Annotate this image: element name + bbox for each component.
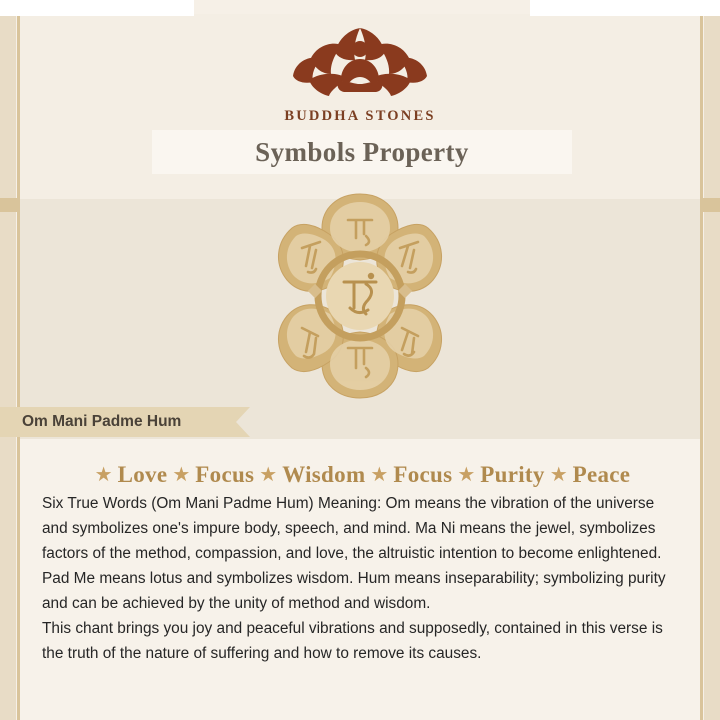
star-icon: ★	[457, 464, 476, 486]
star-icon: ★	[172, 464, 191, 486]
brand-name: BUDDHA STONES	[284, 108, 436, 124]
mantra-tag-label: Om Mani Padme Hum	[22, 413, 182, 430]
left-notch-accent	[0, 198, 17, 212]
keyword-focus-1: Focus	[195, 462, 255, 487]
top-left-corner-accent	[0, 0, 194, 16]
star-icon: ★	[370, 464, 389, 486]
top-right-corner-accent	[530, 0, 720, 16]
star-icon: ★	[259, 464, 278, 486]
right-notch-accent	[703, 198, 720, 212]
star-icon: ★	[549, 464, 568, 486]
brand-logo	[0, 22, 720, 125]
body-paragraph-1: Six True Words (Om Mani Padme Hum) Meaning: Om means the vibration of the universe and symbolizes one's impure body, speech, and mind. Ma Ni means the jewel, symbolizes factors of the method, compassion, and love, the altruistic intention to become enlightened. Pad Me means lotus and symbolizes wisdom. Hum means inseparability; symbolizing purity and can be achieved by the unity of method and wisdom.	[42, 495, 666, 612]
keyword-purity: Purity	[480, 462, 545, 487]
star-icon: ★	[94, 464, 113, 486]
keyword-love: Love	[117, 462, 168, 487]
mandala-illustration	[232, 190, 488, 402]
page-title-bar	[152, 130, 572, 174]
om-mani-padme-hum-lotus-mandala-icon	[232, 190, 488, 402]
keyword-wisdom: Wisdom	[282, 462, 366, 487]
keyword-peace: Peace	[572, 462, 631, 487]
lotus-meditation-figure-icon	[285, 22, 435, 104]
body-paragraph-2: This chant brings you joy and peaceful vibrations and supposedly, contained in this verse is the truth of the nature of suffering and how to remove its causes.	[42, 619, 663, 662]
body-copy	[20, 492, 700, 667]
page-title: Symbols Property	[255, 136, 469, 167]
mantra-tag	[0, 407, 236, 437]
mandala-center-disc	[326, 262, 394, 330]
keyword-list	[20, 462, 700, 488]
keyword-focus-2: Focus	[393, 462, 453, 487]
mantra-tag-tail	[236, 407, 250, 437]
